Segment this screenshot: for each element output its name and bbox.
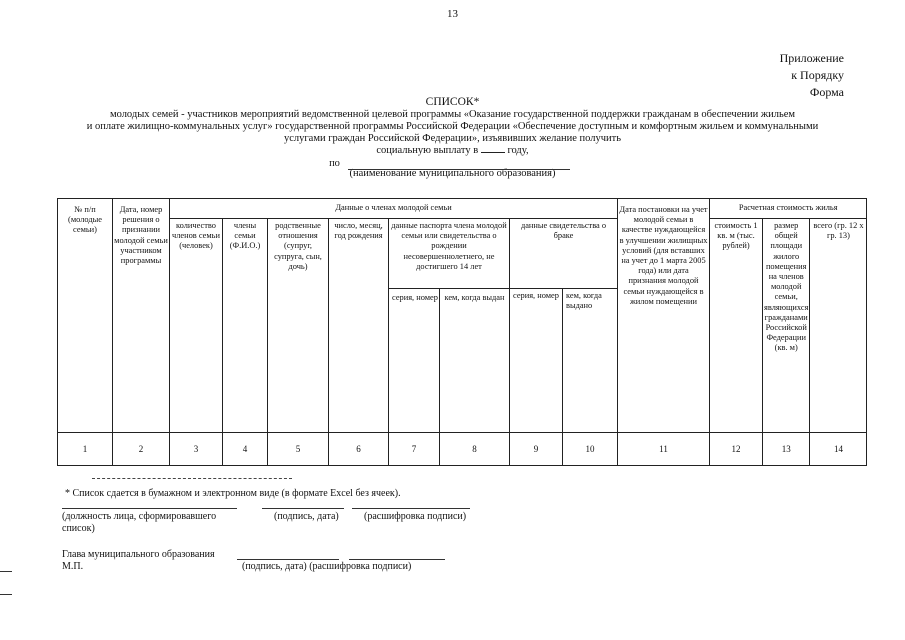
header-col13: размер общей площади жилого помещения на членов молодой семьи, являющихся гражданами Российской Федерации (кв. м): [763, 219, 810, 433]
decoding-caption: (расшифровка подписи): [364, 511, 467, 522]
stamp-caption: М.П.: [62, 561, 84, 572]
col-number: 2: [113, 433, 170, 466]
header-group-members: Данные о членах молодой семьи: [170, 199, 618, 219]
col-number: 4: [223, 433, 268, 466]
header-col6: число, месяц, год рождения: [329, 219, 389, 433]
header-group-marriage: данные свидетельства о браке: [510, 219, 618, 289]
position-blank[interactable]: [62, 508, 237, 509]
title-line2: и оплате жилищно-коммунальных услуг» государственной программы Российской Федерации «Обеспечение доступным и комфортным жильем и коммунальными: [86, 121, 819, 132]
col-number: 8: [440, 433, 510, 466]
header-col7: серия, номер: [389, 289, 440, 433]
header-col3: количество членов семьи (человек): [170, 219, 223, 433]
header-col2: Дата, номер решения о признании молодой семьи участником программы: [113, 199, 170, 433]
title-line6: [0, 170, 905, 183]
head-decoding-blank[interactable]: [349, 559, 445, 560]
header-group-cost: Расчетная стоимость жилья: [710, 199, 867, 219]
year-blank[interactable]: [481, 152, 505, 153]
col-number: 7: [389, 433, 440, 466]
appendix-header: [780, 50, 844, 101]
title-heading: СПИСОК*: [425, 96, 480, 108]
col-number: 13: [763, 433, 810, 466]
decoding-blank[interactable]: [352, 508, 470, 509]
head-signature-blank[interactable]: [237, 559, 339, 560]
title-line4: [0, 145, 905, 157]
header-col4: члены семьи (Ф.И.О.): [223, 219, 268, 433]
header-col10: кем, когда выдано: [563, 289, 618, 433]
col-number: 9: [510, 433, 563, 466]
title-line3: услугами граждан Российской Федерации», изъявивших желание получить: [283, 133, 622, 144]
footnote-separator: [92, 478, 292, 479]
signature-block-2: [62, 549, 482, 573]
margin-mark: [0, 594, 12, 595]
margin-mark: [0, 571, 12, 572]
signature-block-1: [62, 511, 482, 535]
col-number: 10: [563, 433, 618, 466]
signature-blank[interactable]: [262, 508, 344, 509]
title-line4-a: социальную выплату в: [376, 145, 479, 156]
appendix-line2: к Порядку: [791, 68, 844, 82]
col-number: 5: [268, 433, 329, 466]
municipality-blank[interactable]: [348, 169, 570, 170]
col-number: 3: [170, 433, 223, 466]
head-signature-caption: (подпись, дата) (расшифровка подписи): [242, 561, 412, 572]
title-line1: молодых семей - участников мероприятий ведомственной целевой программы «Оказание государственной поддержки гражданам в обеспечении жильем: [109, 109, 796, 120]
head-caption: Глава муниципального образования: [62, 549, 215, 560]
appendix-line3: Форма: [809, 85, 844, 99]
col-number: 1: [58, 433, 113, 466]
position-caption: (должность лица, сформировавшего: [62, 511, 217, 522]
header-col1: № п/п (молодые семьи): [58, 199, 113, 433]
header-group-passport: данные паспорта члена молодой семьи или свидетельства о рождении несовершеннолетнего, не достигшего 14 лет: [389, 219, 510, 289]
col-number: 14: [810, 433, 867, 466]
page-number: 13: [447, 8, 458, 20]
header-col9: серия, номер: [510, 289, 563, 433]
table-row-numbers: [58, 433, 867, 466]
families-table: [57, 198, 867, 466]
header-col8: кем, когда выдан: [440, 289, 510, 433]
header-col11: Дата постановки на учет молодой семьи в качестве нуждающейся в улучшении жилищных условий (для вставших на учет до 1 марта 2005 года) или дата признания молодой семьи нуждающейся в жилом помещении: [618, 199, 710, 433]
col-number: 6: [329, 433, 389, 466]
col-number: 12: [710, 433, 763, 466]
header-col5: родственные отношения (супруг, супруга, сын, дочь): [268, 219, 329, 433]
appendix-line1: Приложение: [779, 51, 844, 65]
title-line4-b: году,: [507, 145, 529, 156]
header-col14: всего (гр. 12 х гр. 13): [810, 219, 867, 433]
footnote: * Список сдается в бумажном и электронном виде (в формате Excel без ячеек).: [65, 488, 401, 499]
col-number: 11: [618, 433, 710, 466]
header-col12: стоимость 1 кв. м (тыс. рублей): [710, 219, 763, 433]
signature-caption: (подпись, дата): [274, 511, 339, 522]
position-caption-2: список): [62, 523, 95, 534]
municipality-caption: (наименование муниципального образования): [349, 168, 556, 179]
title-line5-prefix: по: [329, 158, 340, 169]
